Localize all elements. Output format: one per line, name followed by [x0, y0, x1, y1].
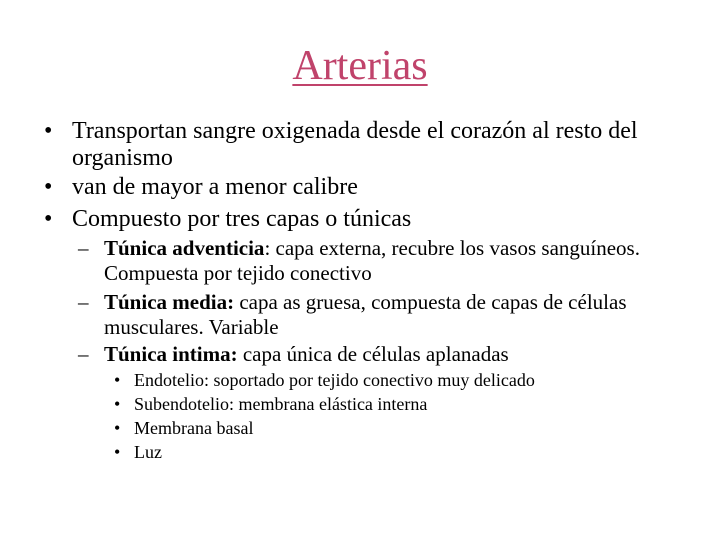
- bullet-item: [44, 174, 694, 201]
- dash-marker: –: [78, 342, 89, 366]
- bullet-marker: •: [114, 394, 121, 414]
- bullet-marker: •: [114, 370, 121, 390]
- dash-marker: –: [78, 236, 89, 260]
- sub-sub-bullet-text: Membrana basal: [134, 418, 254, 438]
- sub-bullet-item: [78, 290, 678, 340]
- sub-sub-bullet-item: [114, 440, 634, 464]
- bullet-item: [44, 206, 694, 233]
- sub-bullet-term: Túnica media:: [104, 290, 235, 314]
- sub-bullet-term: Túnica adventicia: [104, 236, 265, 260]
- bullet-marker: •: [114, 442, 121, 462]
- sub-bullet-term: Túnica intima:: [104, 342, 238, 366]
- sub-bullet-description: capa única de células aplanadas: [237, 342, 509, 366]
- sub-sub-bullet-text: Endotelio: soportado por tejido conectivo muy delicado: [134, 370, 535, 390]
- bullet-marker: •: [44, 118, 53, 144]
- sub-sub-bullet-text: Luz: [134, 442, 162, 462]
- bullet-text: Transportan sangre oxigenada desde el corazón al resto del organismo: [72, 118, 638, 171]
- bullet-item: [44, 118, 694, 172]
- bullet-marker: •: [44, 206, 53, 232]
- dash-marker: –: [78, 290, 89, 314]
- sub-bullet-text: [104, 236, 678, 286]
- sub-sub-bullet-item: [114, 392, 634, 416]
- bullet-text: van de mayor a menor calibre: [72, 174, 358, 200]
- slide-title: Arterias: [292, 43, 428, 89]
- sub-sub-bullet-item: [114, 368, 634, 392]
- sub-bullet-text: [104, 290, 678, 340]
- bullet-text: Compuesto por tres capas o túnicas: [72, 206, 412, 232]
- sub-sub-bullet-item: [114, 416, 634, 440]
- sub-sub-bullet-text: Subendotelio: membrana elástica interna: [134, 394, 428, 414]
- sub-bullet-item: [78, 236, 678, 286]
- sub-bullet-description: : capa externa, recubre los vasos sanguíneos. Compuesta por tejido conectivo: [104, 236, 640, 285]
- sub-bullet-description: capa as gruesa, compuesta de capas de células musculares. Variable: [104, 290, 627, 339]
- sub-bullet-item: [78, 342, 678, 367]
- bullet-marker: •: [44, 174, 53, 200]
- sub-bullet-text: [104, 342, 678, 367]
- bullet-marker: •: [114, 418, 121, 438]
